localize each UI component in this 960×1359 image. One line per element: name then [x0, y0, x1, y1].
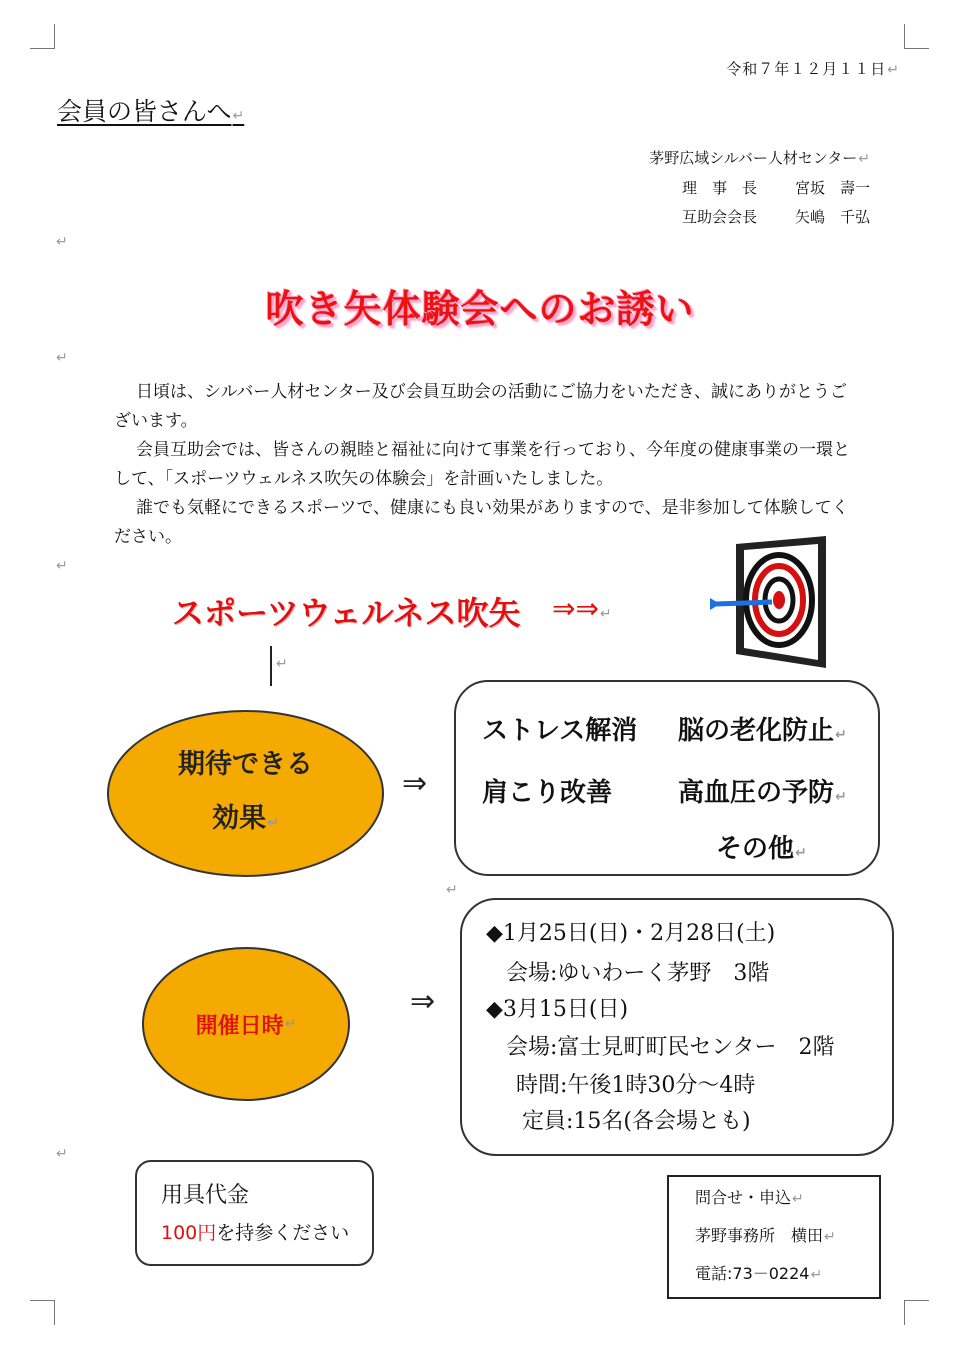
schedule-line: 会場:富士見町町民センター 2階 [506, 1035, 835, 1060]
effects-box [454, 680, 880, 876]
effect-item: 肩こり改善 [482, 778, 613, 808]
expected-effects-ellipse [107, 710, 384, 877]
effect-item: 脳の老化防止↵ [678, 716, 847, 746]
sports-label: スポーツウェルネス吹矢 [172, 594, 521, 632]
right-arrow-icon: ⇒ [410, 984, 436, 1019]
text-cursor [270, 646, 272, 686]
ellipse-label: 効果↵ [212, 802, 279, 834]
ellipse-label: 期待できる [178, 748, 313, 780]
crop-mark-top-right [904, 24, 929, 49]
event-schedule-ellipse: 開催日時 ↵ [142, 947, 350, 1101]
right-arrow-icon: ⇒ [402, 766, 428, 801]
crop-mark-top-left [30, 24, 55, 49]
schedule-line: ◆3月15日(日) [486, 997, 629, 1022]
body-paragraph: 会員互助会では、皆さんの親睦と福祉に向けて事業を行っており、今年度の健康事業の一環として、「スポーツウェルネス吹矢の体験会」を計画いたしました。 [114, 440, 850, 489]
body-text [114, 378, 854, 552]
schedule-line: 会場:ゆいわーく茅野 3階 [506, 961, 770, 986]
event-title: 吹き矢体験会へのお誘い [265, 287, 695, 331]
paragraph-mark: ↵ [56, 558, 68, 574]
schedule-line: 定員:15名(各会場とも) [522, 1109, 751, 1134]
contact-box [667, 1175, 881, 1299]
signer-row: 理 事 長 宮坂 壽一 [681, 179, 870, 197]
body-paragraph: 誰でも気軽にできるスポーツで、健康にも良い効果がありますので、是非参加して体験してください。 [114, 498, 849, 547]
effect-item: その他↵ [716, 834, 807, 864]
crop-mark-bottom-right [904, 1300, 929, 1325]
dart-target-icon [706, 532, 836, 672]
body-paragraph: 日頃は、シルバー人材センター及び会員互助会の活動にご協力をいただき、誠にありがとうございます。 [114, 382, 848, 431]
sender-block [649, 144, 870, 232]
organization-name: 茅野広域シルバー人材センター↵ [649, 149, 870, 167]
paragraph-mark: ↵ [56, 234, 68, 250]
double-arrow-icon: ⇒⇒↵ [552, 592, 612, 625]
equipment-fee-box [135, 1160, 374, 1266]
paragraph-mark: ↵ [56, 1146, 68, 1162]
fee-label: 用具代金 [161, 1183, 250, 1208]
effect-item: ストレス解消 [482, 716, 638, 746]
recipient-heading: 会員の皆さんへ↵ [57, 97, 245, 126]
contact-phone: 電話:73－0224↵ [695, 1264, 823, 1283]
crop-mark-bottom-left [30, 1300, 55, 1325]
paragraph-mark: ↵ [276, 656, 288, 672]
fee-note: 100円を持参ください [161, 1222, 350, 1244]
signer-row: 互助会会長 矢嶋 千弘 [681, 208, 870, 226]
paragraph-mark: ↵ [446, 882, 458, 898]
effect-item: 高血圧の予防↵ [678, 778, 847, 808]
schedule-line: 時間:午後1時30分～4時 [516, 1073, 756, 1098]
paragraph-mark: ↵ [56, 350, 68, 366]
schedule-box [460, 898, 894, 1156]
schedule-line: ◆1月25日(日)・2月28日(土) [486, 921, 776, 946]
document-date: 令和７年１２月１１日↵ [726, 60, 900, 78]
contact-title: 問合せ・申込↵ [695, 1188, 804, 1207]
contact-office: 茅野事務所 横田↵ [695, 1226, 836, 1245]
